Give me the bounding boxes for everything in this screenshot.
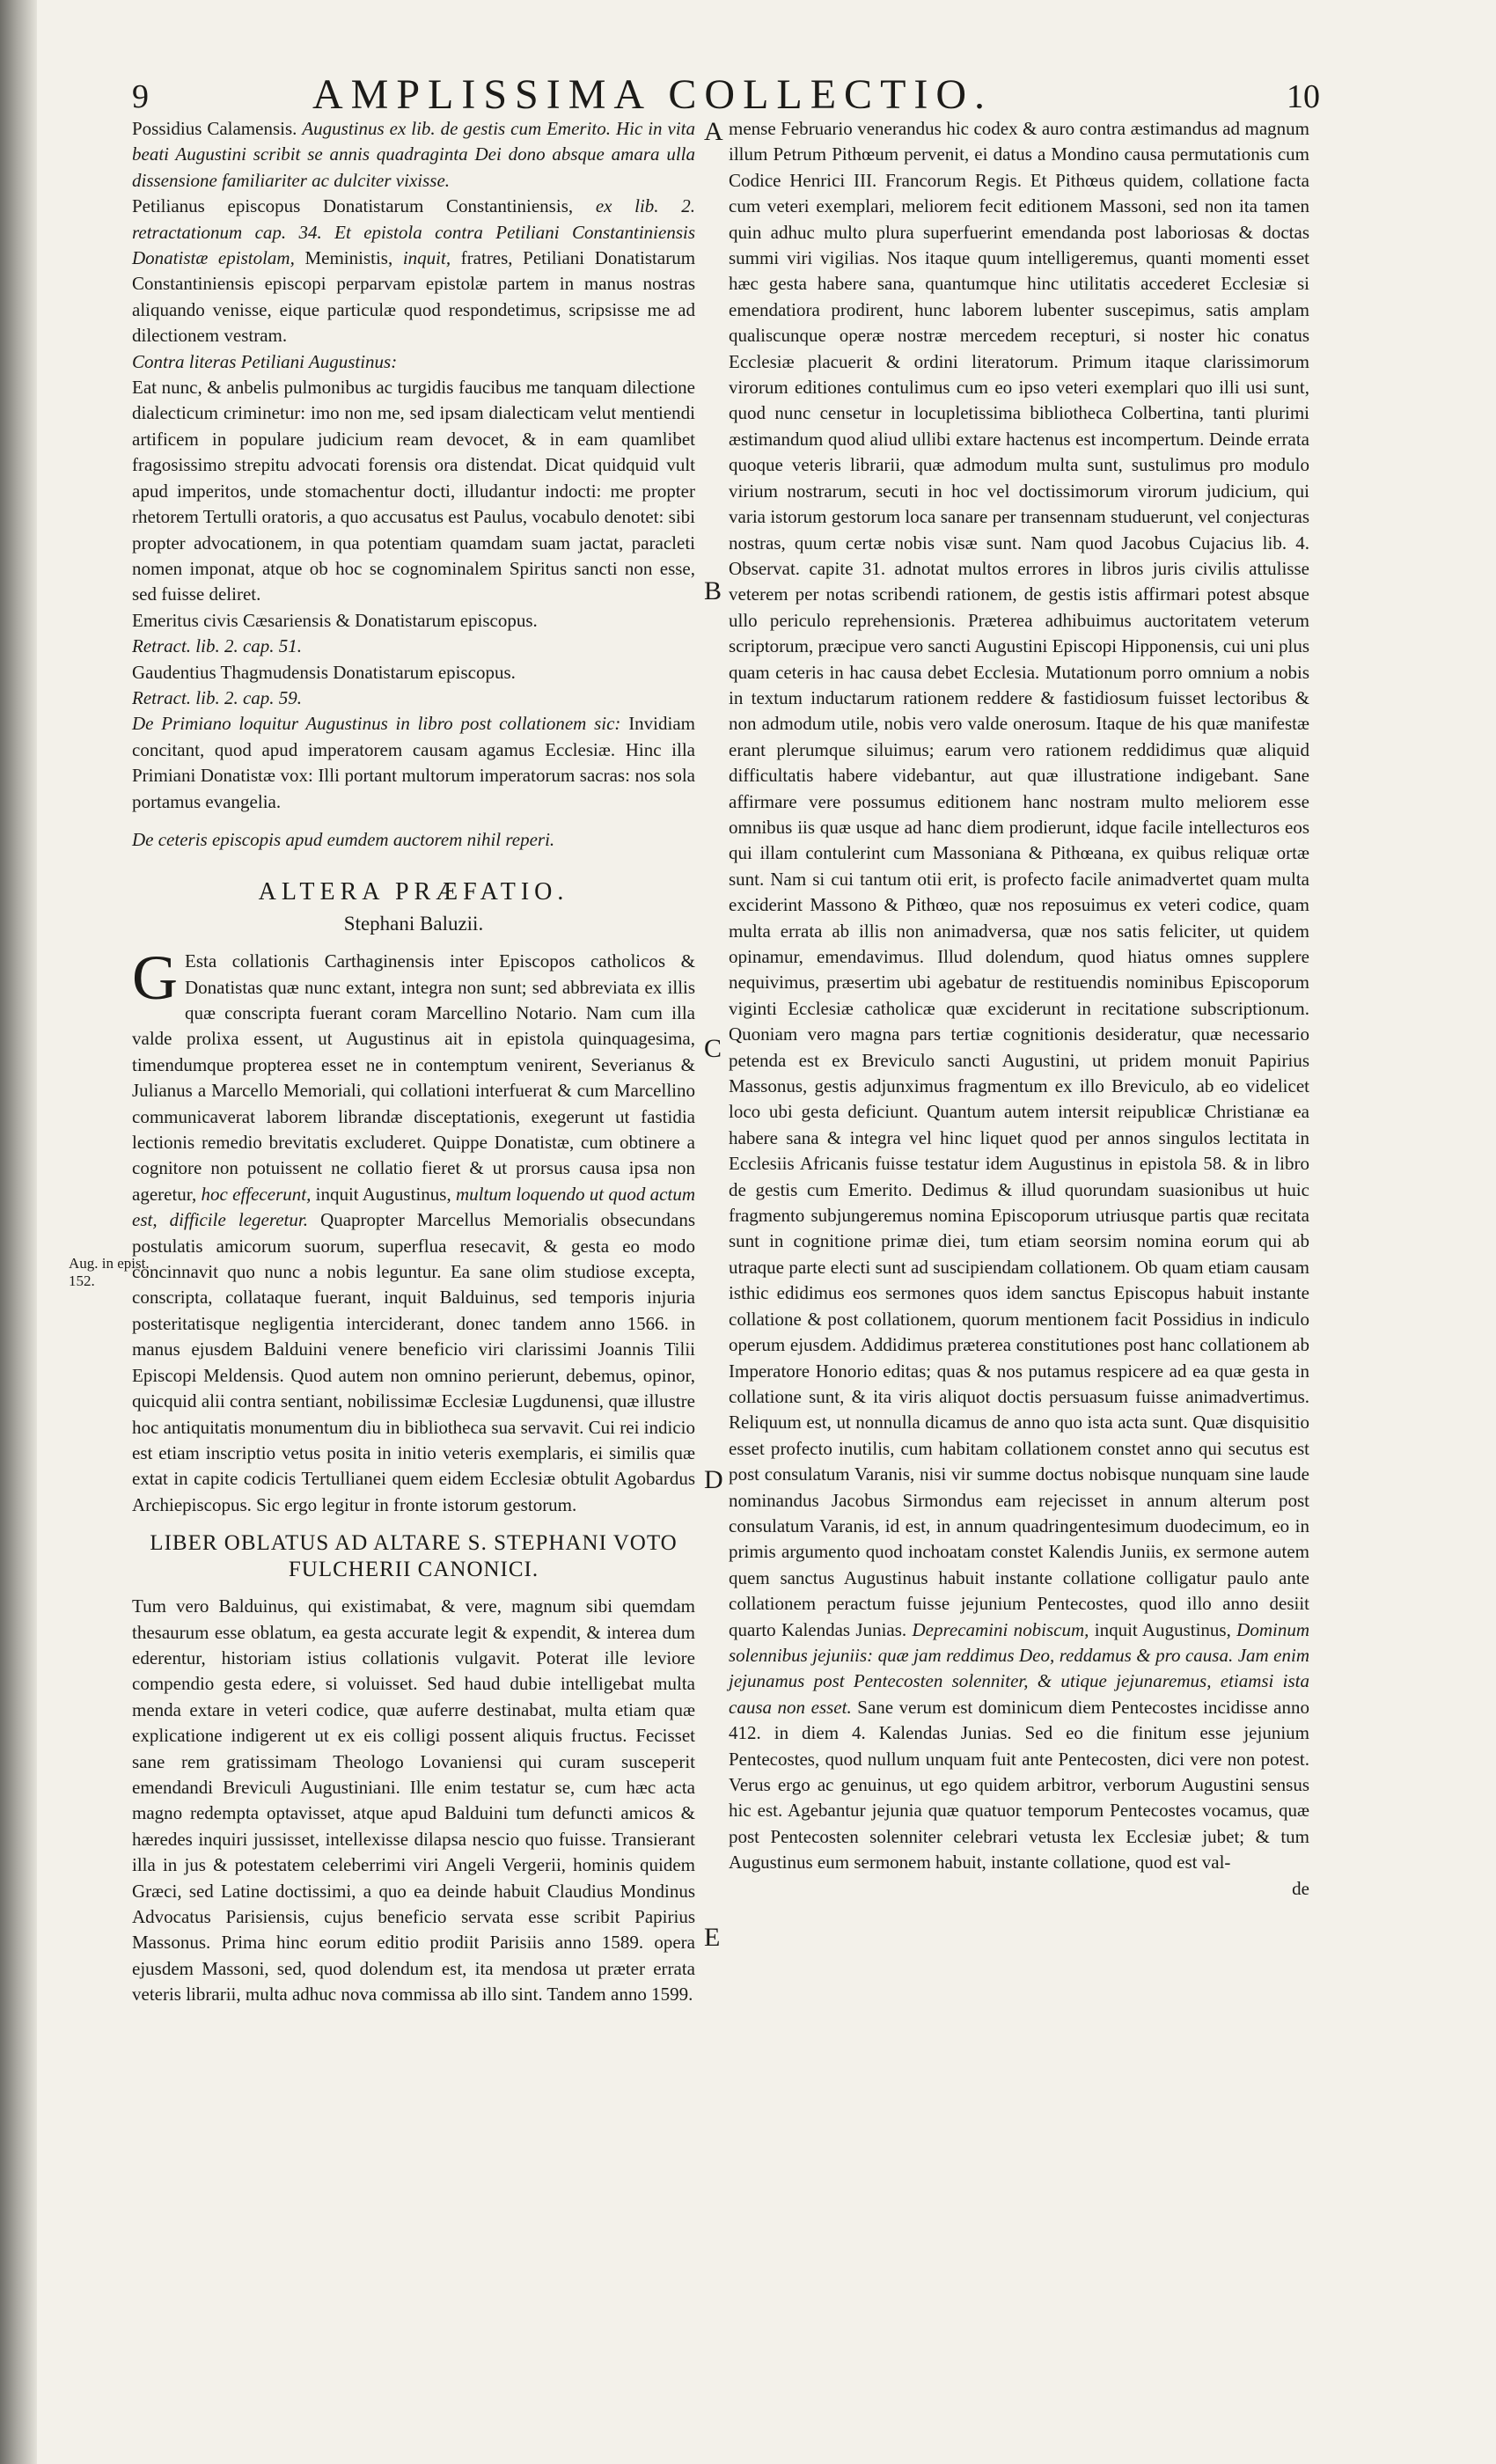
text-run-italic: Dominum solennibus jejuniis: quæ jam reddimus Deo, reddamus & pro causa. Jam enim jejunamus post Pentecosten solenniter, & utique jejunaremus, etiamsi ista causa non esset.	[729, 1618, 1310, 1718]
catchword: de	[1292, 1877, 1309, 1899]
margin-letter-e: E	[704, 1923, 721, 1952]
section-title: LIBER OBLATUS AD ALTARE S. STEPHANI VOTO FULCHERII CANONICI.	[150, 1531, 678, 1582]
text-run-italic: ex lib. 2. retractationum cap. 34. Et epistola contra Petiliani Constantiniensis Donatistæ epistolam,	[132, 195, 695, 269]
running-header	[0, 70, 1496, 123]
page-number-right: 10	[1287, 78, 1320, 115]
text-run-italic: Augustinus ex lib. de gestis cum Emerito. Hic in vita beati Augustini scribit se annis quadraginta Dei dono absque amara ulla dissensione familiariter ac dulciter vixisse.	[132, 118, 696, 191]
text-run-italic: Deprecamini nobiscum,	[912, 1618, 1089, 1640]
text-run: Esta collationis Carthaginensis inter Episcopos catholicos & Donatistas quæ nunc extant, integra non sunt; sed abbreviata ex illis quæ conscripta fuerant coram Marcellino Notario. Nam cum illa valde prolixa essent, ut Augustinus ait in epistola quinquagesima, timendumque propterea esset ne in contemptum venirent, Severianus & Julianus a Marcello Memoriali, qui collationi interfuerat & cum Marcellino communicaverat laborem librandæ disceptationis, exegerunt ut fastidia lectionis remedio brevitatis excluderet. Quippe Donatistæ, cum obtinere a cognitore non potuissent ne collatio fieret & ut prorsus causa ipsa non ageretur,	[132, 950, 695, 1205]
reference-emeritus: Retract. lib. 2. cap. 51.	[132, 635, 303, 657]
text-run: fratres, Petiliani Donatistarum Constantiniensis episcopi perparvam epistolæ partem in manus nostras aliquando venisse, eique particulæ quod respondetimus, scripsisse me ad dilectionem vestram.	[132, 247, 696, 347]
book-spine-shadow	[0, 0, 37, 2464]
text-run: Petilianus episcopus Donatistarum Constantiniensis,	[132, 195, 574, 217]
side-note-line2: 152.	[69, 1272, 95, 1289]
text-run: Quapropter Marcellus Memorialis obsecundans postulatis amicorum suorum, superflua resecavit, & gesta eo modo concinnavit quo nunc a nobis leguntur. Ea sane olim studiose excepta, conscripta, collataque fuerant, inquit Balduinus, sed temporis injuria posteritatisque negligentia interciderant, donec tandem anno 1566. in manus ejusdem Balduini venere beneficio viri clarissimi Joannis Tilii Episcopi Meldensis. Quod autem non omnino perierunt, debemus, opinor, quicquid alii contra sentiant, nobilissimæ Ecclesiæ Lugdunensi, quæ illustre hoc antiquitatis monumentum diu in bibliotheca sua servavit. Cui rei indicio est etiam inscriptio vetus posita in initio veteris exemplaris, ei similis quæ extat in capite codicis Tertullianei quem eidem Ecclesiæ obtulit Agobardus Archiepiscopus. Sic ergo legitur in fronte istorum gestorum.	[132, 1209, 695, 1515]
text-run: inquit Augustinus,	[315, 1183, 451, 1205]
paragraph-balduinus: Tum vero Balduinus, qui existimabat, & vere, magnum sibi quemdam thesaurum esse oblatum, ea gesta accurate legit & expendit, & interea dum ederentur, historiam istius collationis vulgavit. Poterat ille leviore compendio gesta edere, si voluisset. Sed haud dubie intelligebat multa menda extare in veteri codice, quæ auferre destinabat, multa etiam quæ explicatione indigerent ut ex eis colligi possent aliquis fructus. Fecisset sane rem gratissimam Theologo Lovaniensi qui curam susceperit emendandi Breviculi Augustiniani. Ille enim testatur se, cum hæc acta magno redempta optavisset, atque apud Balduini tum defuncti amicos & hæredes inquiri jussisset, intellexisse dilapsa nescio quo fuisse. Transierant illa in jus & potestatem celeberrimi viri Angeli Vergerii, hominis quidem Græci, sed Latine doctissimi, a quo ea deinde habuit Claudius Mondinus Advocatus Parisiensis, cujus beneficio servata esse scribit Papirius Massonus. Prima hinc eorum editio prodiit Parisiis anno 1589. opera ejusdem Massoni, sed, quod dolendum est, ita mendosa ut præter errata veteris librarii, multa adhuc nova commissa ab illo sint. Tandem anno 1599.	[132, 1595, 695, 2006]
margin-letter-b: B	[704, 576, 722, 605]
spacer	[132, 815, 695, 827]
paragraph-gesta	[132, 942, 695, 1518]
paragraph-eat-nunc: Eat nunc, & anbelis pulmonibus ac turgidis faucibus me tanquam dilectione dialecticum criminetur: imo non me, sed ipsam dialecticam velut mentiendi artificem in populare judicium ream devocet, & in eam quamlibet fragosissimo strepitu advocati forensis ora distendat. Dicat quidquid vult apud imperitos, unde stomachentur docti, illudantur indocti: me propter rhetorem Tertulli oratoris, a quo accusatus est Paulus, vocabulo denotet: sibi propter advocationem, in qua potentiam quamdam suam jactat, paracleti nomen imponat, atque ob hoc se cognominalem Spiritus sancti non esse, sed fuisse deliret.	[132, 377, 695, 605]
page-number-left: 9	[132, 78, 149, 115]
paragraph-gaudentius: Gaudentius Thagmudensis Donatistarum episcopus.	[132, 661, 516, 683]
margin-letter-d: D	[704, 1465, 723, 1494]
paragraph-primiano	[132, 711, 695, 815]
text-run: Invidiam concitant, quod apud imperatorem causam agamus Ecclesiæ. Hinc illa Primiani Donatistæ vox: Illi portant multorum imperatorum sacras: nos sola portamus evangelia.	[132, 713, 696, 812]
text-run-italic: inquit,	[402, 247, 451, 269]
reference-gaudentius: Retract. lib. 2. cap. 59.	[132, 686, 303, 708]
drop-cap: G	[132, 942, 178, 1014]
text-run: Sane verum est dominicum diem Pentecostes incidisse anno 412. in diem 4. Kalendas Junias. Sed eo die finitum esse jejunium Pentecostes, quod nullum unquam fuit ante Pentecosten, dici vere non potest. Verus ergo ac genuinus, ut ego quidem arbitror, verborum Augustini sensus hic est. Agebantur jejunia quæ quatuor temporum Pentecostes vocamus, quæ post Pentecosten solenniter celebrari vetusta lex Ecclesiæ jubet; & tum Augustinus eum sermonem habuit, instante collatione, quod est val-	[729, 1696, 1309, 1874]
margin-letter-c: C	[704, 1034, 722, 1063]
paragraph-februario	[729, 116, 1309, 1876]
side-note-line1: Aug. in epist.	[69, 1255, 150, 1272]
paragraph-petilianus	[132, 194, 695, 348]
text-run: inquit Augustinus,	[1094, 1618, 1231, 1640]
preface-title: ALTERA PRÆFATIO.	[258, 878, 569, 906]
right-column	[729, 116, 1309, 1902]
text-run-italic: De Primiano loquitur Augustinus in libro post collationem sic:	[132, 713, 621, 735]
text-run-italic: multum loquendo ut quod actum est, difficile legeretur.	[132, 1183, 695, 1231]
paragraph-emeritus: Emeritus civis Cæsariensis & Donatistarum episcopus.	[132, 609, 538, 631]
text-run: Meministis,	[304, 247, 393, 269]
text-run: mense Februario venerandus hic codex & auro contra æstimandus ad magnum illum Petrum Pithœum pervenit, ei datus a Mondino causa permutationis cum Codice Henrici III. Francorum Regis. Et Pithœus quidem, collatione facta cum veteri exemplari, meliorem fecit editionem Massoni, sed non ita tamen quin adhuc multo plura superfuerint emendanda post laboriosas & doctas summi viri vigilias. Nos itaque quum intelligeremus, quanti momenti esset hæc gesta habere sana, quantumque hinc utilitatis accederet Ecclesiæ si emendatiora prodirent, hunc laborem lubenter suscepimus, satis amplam qualiscunque operæ nostræ mercedem recepturi, si noster hic conatus Ecclesiæ placuerit & ordini literatorum. Primum itaque clarissimorum virorum editiones contulimus cum eo ipso veteri exemplari quo illi usi sunt, quod nunc censetur in locupletissima bibliotheca Colbertina, tanti plurimi æstimandum quod aliud ullibi extare hactenus est incompertum. Deinde errata quoque veteris librarii, quæ admodum multa sunt, sustulimus pro modulo virium nostrarum, secuti in hoc vel doctissimorum virorum judicium, qui varia istorum gestorum loca sanare per transennam studuerunt, vel conjecturas nostras, quum certæ nobis visæ sunt. Nam quod Jacobus Cujacius lib. 4. Observat. capite 31. adnotat multos errores in libros juris civilis attulisse veterem per notas scribendi rationem, de gestis istis affirmari potest absque ullo periculo reprehensionis. Præterea adhibuimus auctoritatem veterum scriptorum, præcipue vero sancti Augustini Episcopi Hipponensis, cui uni plus quam ceteris in hac causa debet Ecclesia. Mutationum porro omnium a nobis in textum inductarum rationem reddere & fastidiosum fuisset lectoribus & non admodum utile, nobis vero valde onerosum. Itaque de his quæ manifestæ erant plerumque siluimus; earum vero rationem reddidimus quæ aliquid difficultatis habere videbantur, aut quæ illustratione indigebant. Sane affirmare vere possumus editionem hanc nostram multo meliorem esse omnibus iis quæ usque ad hanc diem prodierunt, idque facile intellecturos eos qui illam contulerint cum Massoniana & Pithœana, ex quibus reliquæ ortæ sunt. Nam si cui tantum otii erit, is profecto facile animadvertet quam multa exciderint Massono & Pithœo, quæ nos reposuimus ex veteri codice, quam multa errata ab illis non animadversa, quæ nos satis feliciter, ut quidem opinamur, emendavimus. Illud dolendum, quod hiatus omnes supplere nequivimus, præsertim ubi agebatur de restituendis nominibus Episcoporum viginti Ecclesiæ catholicæ quæ exciderunt in recitatione subscriptionum. Quoniam vero magna pars tertiæ cognitionis desideratur, quæ necessario petenda est ex Breviculo sancti Augustini, ut pridem monuit Papirius Massonus, gestis adjunximus fragmentum ex illo Breviculo, ab eo videlicet loco ubi gesta deficiunt. Quantum autem intersit reipublicæ Christianæ ea habere sana & integra vel hinc liquet quod per annos singulos lectitata in Ecclesiis Africanis fuisse testatur idem Augustinus in epistola 58. & in libro de gestis cum Emerito. Dedimus & illud quorundam suasionibus ut huic fragmento subjungeremus nomina Episcoporum utriusque partis quæ recitata sunt in cognitione primæ diei, tum etiam seorsim nomina eorum qui ab utraque parte electi sunt ad suscipiendam collationem. Ob quam etiam causam isthic edidimus eos sermones quos idem sanctus Episcopus habuit instante collatione & post collationem, quorum mentionem facit Possidius in indiculo operum ejusdem. Addidimus præterea constitutiones post hanc collationem ab Imperatore Honorio editas; quas & nos putamus respicere ad ea quæ gesta in collatione sunt, & ita viris aliquot doctis persuasum fuisse animadvertimus. Reliquum est, ut nonnulla dicamus de anno quo ista acta sunt. Quæ disquisitio esset profecto inutilis, cum habitam collationem constet anno qui secutus est post consulatum Varanis, nisi vir summe doctus nobisque nunquam sine laude nominandus Jacobus Sirmondus eam rejecisset in annum alterum post consulatum Varanis, id est, in annum quadringentesimum duodecimum, eo in primis argumento quod inchoatam constet Kalendis Juniis, ex sermone autem quem sanctus Augustinus habuit instante collatione colligatur paulo ante collationem peractum fuisse jejunium Pentecostes, quod illo anno desiit quarto Kalendas Junias.	[729, 118, 1309, 1640]
paragraph-de-ceteris: De ceteris episcopis apud eumdem auctorem nihil reperi.	[132, 828, 555, 850]
running-title: AMPLISSIMA COLLECTIO.	[312, 71, 994, 118]
paragraph-possidius	[132, 116, 695, 194]
text-run-italic: hoc effecerunt,	[201, 1183, 312, 1205]
paragraph-contra-literas: Contra literas Petiliani Augustinus:	[132, 350, 398, 372]
left-column	[132, 116, 695, 2008]
margin-letter-a: A	[704, 117, 723, 146]
preface-subtitle: Stephani Baluzii.	[343, 912, 484, 935]
text-run: Possidius Calamensis.	[132, 118, 297, 139]
